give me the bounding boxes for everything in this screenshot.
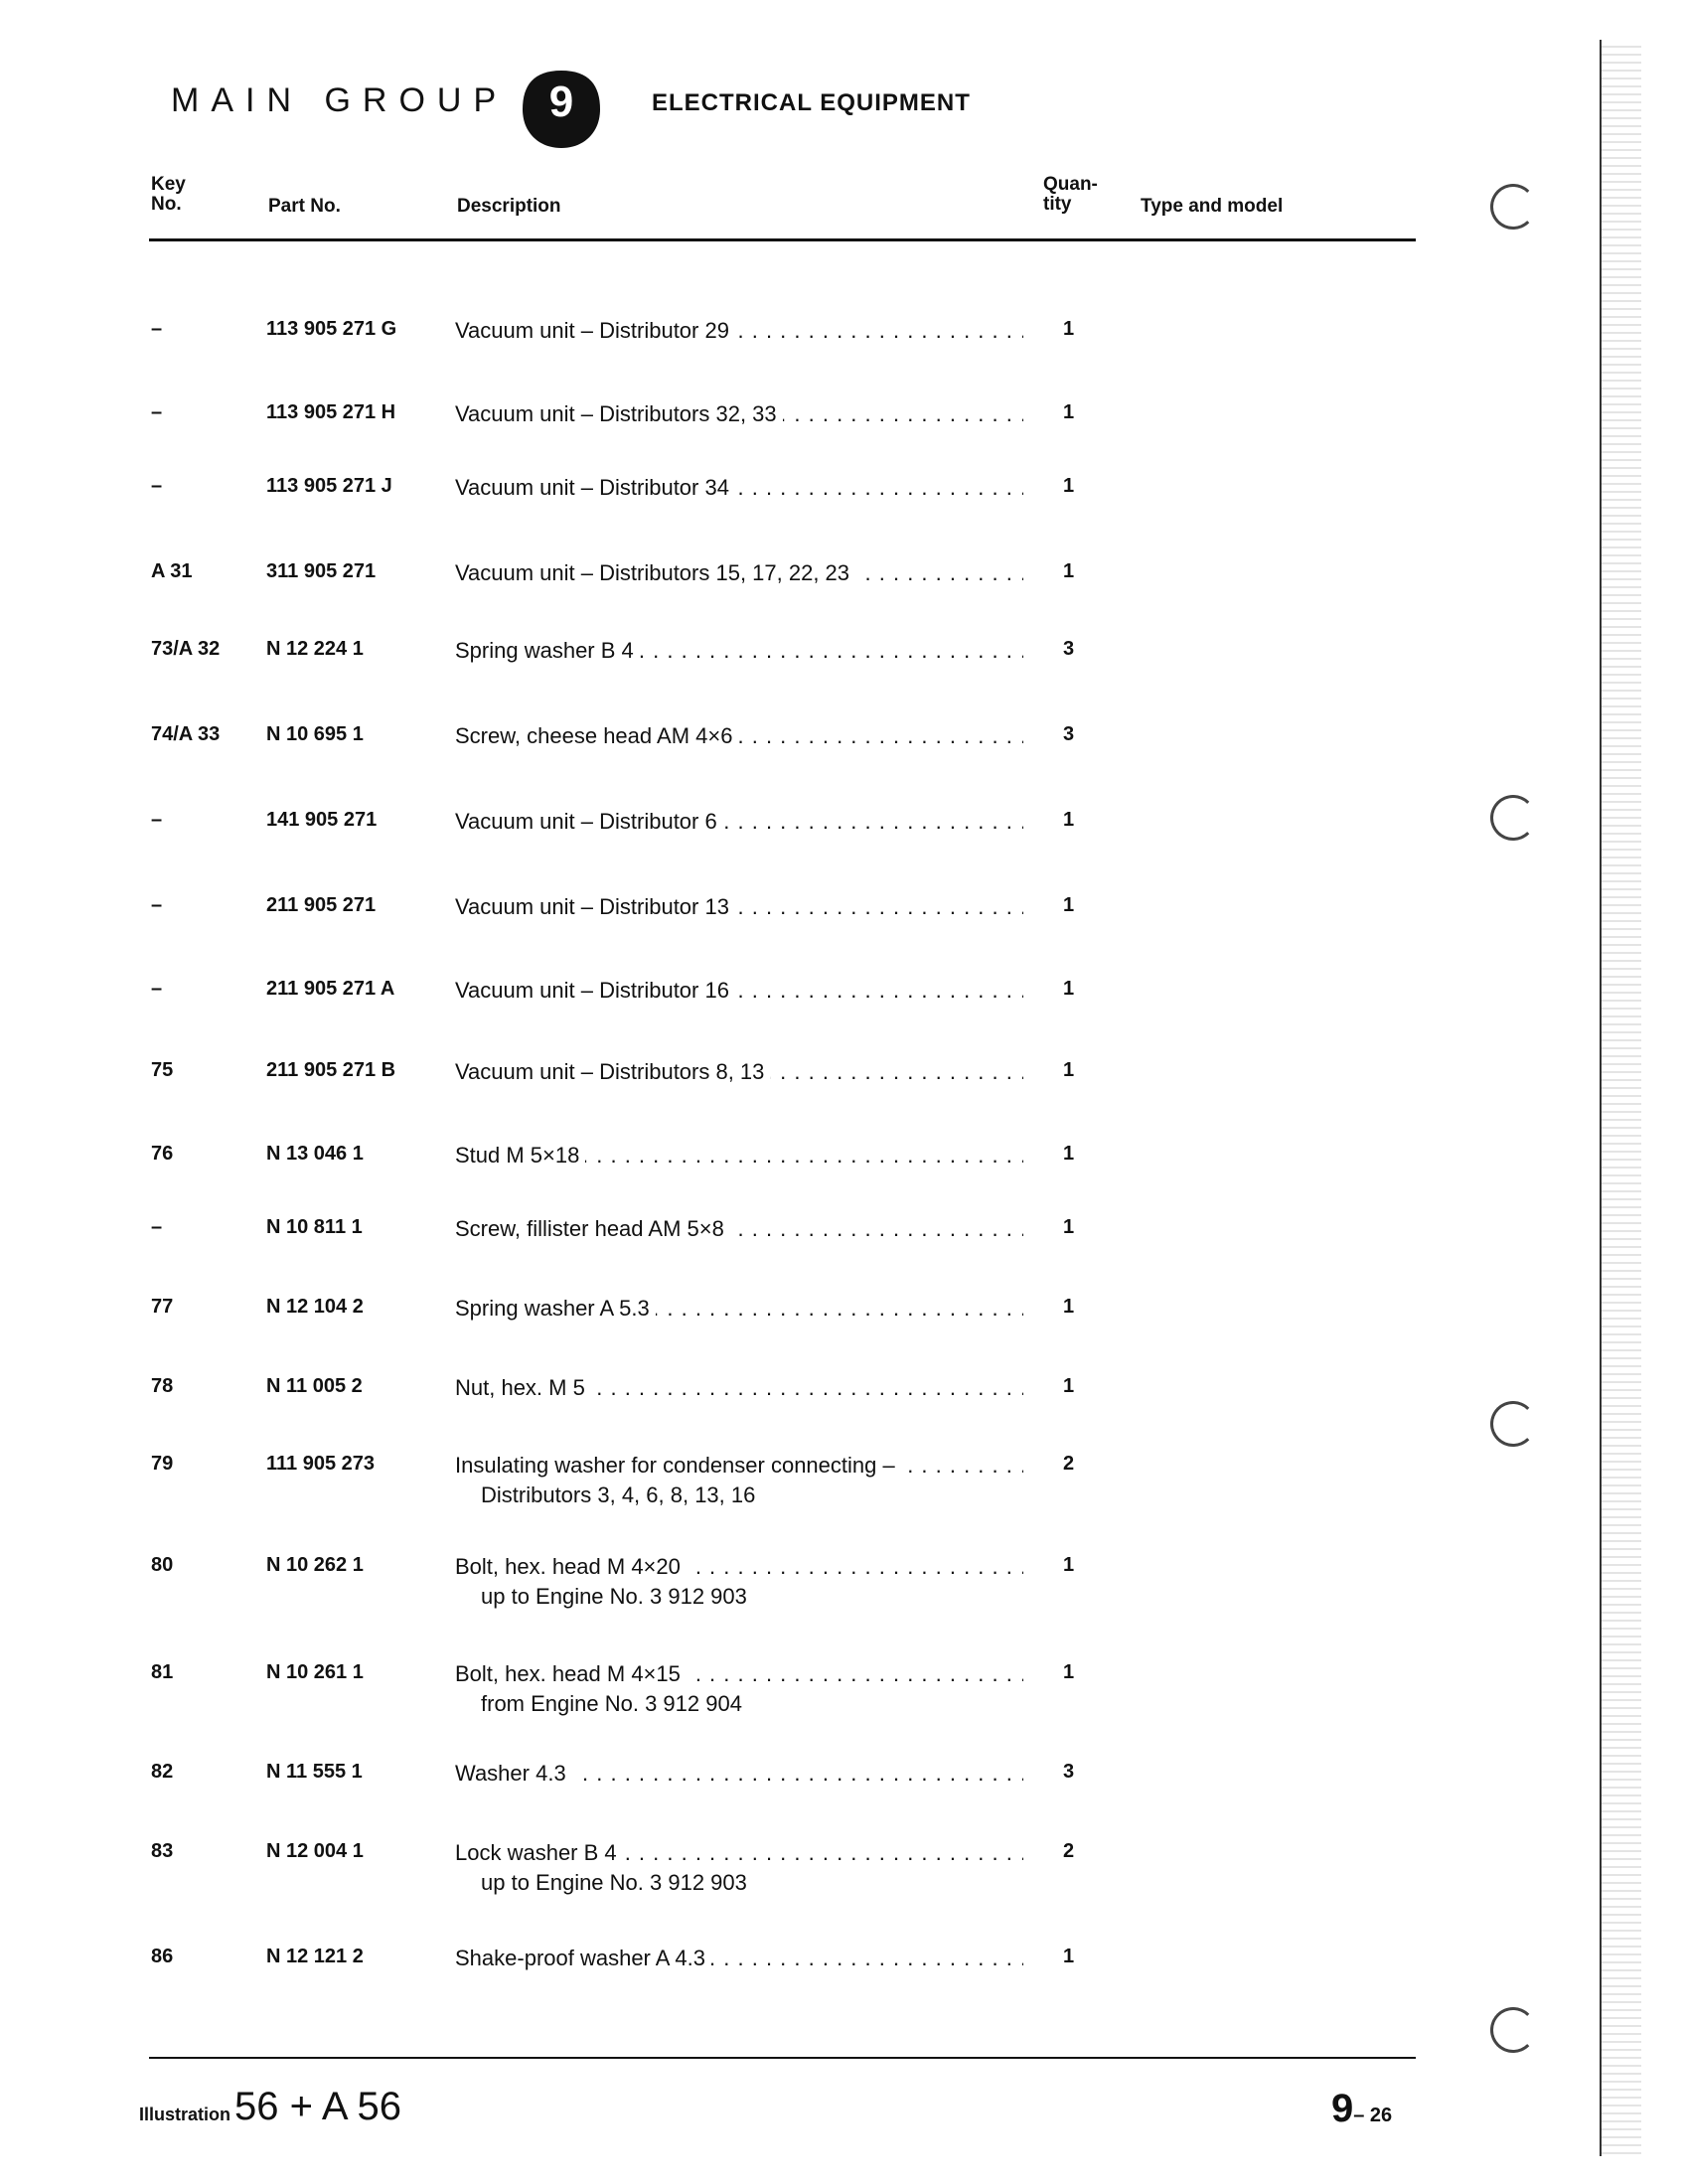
part-number: N 10 262 1 (266, 1554, 364, 1576)
description (455, 894, 1023, 920)
key-number: 80 (151, 1554, 174, 1576)
key-number: – (151, 401, 163, 423)
quantity: 3 (1063, 638, 1075, 660)
key-number: 81 (151, 1661, 174, 1683)
description (455, 475, 1023, 501)
description-text: Vacuum unit – Distributor 13 (455, 894, 735, 919)
part-number: 113 905 271 H (266, 401, 396, 423)
page-number (1331, 2087, 1392, 2131)
binder-edge (1600, 40, 1641, 2156)
key-number: 82 (151, 1761, 174, 1783)
description (455, 318, 1023, 344)
column-header-description: Description (457, 196, 561, 217)
table-row (0, 1661, 1411, 1731)
punch-hole-icon (1490, 1401, 1536, 1447)
part-number: 311 905 271 (266, 560, 377, 582)
table-row (0, 1840, 1411, 1910)
description (455, 1216, 1023, 1242)
table-row (0, 638, 1411, 707)
quantity: 1 (1063, 401, 1075, 423)
part-number: N 13 046 1 (266, 1143, 364, 1165)
table-row (0, 1375, 1411, 1445)
description (455, 1840, 1023, 1866)
part-number: 113 905 271 J (266, 475, 392, 497)
key-number: 78 (151, 1375, 174, 1397)
key-number: 77 (151, 1296, 174, 1318)
quantity: 1 (1063, 1296, 1075, 1318)
part-number: N 10 811 1 (266, 1216, 363, 1238)
quantity: 1 (1063, 1143, 1075, 1165)
part-number: N 11 555 1 (266, 1761, 363, 1783)
description-text: Lock washer B 4 (455, 1840, 623, 1865)
description (455, 1296, 1023, 1322)
description-text: Bolt, hex. head M 4×20 (455, 1554, 687, 1579)
key-number: – (151, 978, 163, 1000)
description-text: Vacuum unit – Distributor 16 (455, 978, 735, 1003)
punch-hole-icon (1490, 2007, 1536, 2053)
part-number: 111 905 273 (266, 1453, 376, 1475)
quantity: 1 (1063, 560, 1075, 582)
table-row (0, 1946, 1411, 2015)
key-number: – (151, 318, 163, 340)
quantity: 2 (1063, 1840, 1075, 1862)
table-row (0, 894, 1411, 964)
punch-hole-icon (1490, 795, 1536, 841)
key-number: A 31 (151, 560, 193, 582)
table-row (0, 1143, 1411, 1212)
page-number-main: 9 (1331, 2087, 1354, 2130)
quantity: 1 (1063, 894, 1075, 916)
page-number-sub: – 26 (1353, 2105, 1393, 2126)
description-text: Bolt, hex. head M 4×15 (455, 1661, 687, 1686)
quantity: 1 (1063, 1554, 1075, 1576)
part-number: N 12 224 1 (266, 638, 364, 660)
part-number: N 12 004 1 (266, 1840, 364, 1862)
description (455, 1453, 1023, 1479)
group-number-badge (520, 68, 603, 151)
quantity: 3 (1063, 723, 1075, 745)
description-text: Vacuum unit – Distributors 15, 17, 22, 23 (455, 560, 855, 585)
table-row (0, 1216, 1411, 1286)
description-text: Vacuum unit – Distributors 32, 33 (455, 401, 783, 426)
table-row (0, 401, 1411, 471)
quantity: 1 (1063, 475, 1075, 497)
part-number: N 12 104 2 (266, 1296, 364, 1318)
illustration-reference: 56 + A 56 (234, 2085, 401, 2128)
description-note: Distributors 3, 4, 6, 8, 13, 16 (481, 1482, 756, 1507)
description-text: Vacuum unit – Distributor 29 (455, 318, 735, 343)
column-header-quantity: Quan- tity (1043, 174, 1098, 215)
footer-rule (149, 2057, 1416, 2059)
table-row (0, 318, 1411, 388)
key-number: – (151, 809, 163, 831)
description (455, 1661, 1023, 1687)
illustration-label: Illustration (139, 2105, 231, 2124)
description (455, 1059, 1023, 1085)
table-row (0, 560, 1411, 630)
table-row (0, 978, 1411, 1047)
main-group-label: MAIN GROUP (171, 81, 509, 119)
table-row (0, 1059, 1411, 1129)
key-number: 73/A 32 (151, 638, 221, 660)
key-number: 76 (151, 1143, 174, 1165)
key-number: – (151, 475, 163, 497)
description (455, 638, 1023, 664)
part-number: 211 905 271 B (266, 1059, 396, 1081)
part-number: 113 905 271 G (266, 318, 397, 340)
description-text: Insulating washer for condenser connecting – (455, 1453, 901, 1478)
part-number: N 10 695 1 (266, 723, 364, 745)
description-note: up to Engine No. 3 912 903 (481, 1870, 747, 1895)
key-number: 86 (151, 1946, 174, 1967)
description-text: Shake-proof washer A 4.3 (455, 1946, 711, 1970)
description (455, 560, 1023, 586)
quantity: 1 (1063, 1059, 1075, 1081)
column-header-part-no: Part No. (268, 196, 341, 217)
section-title: ELECTRICAL EQUIPMENT (652, 89, 971, 116)
punch-hole-icon (1490, 184, 1536, 230)
table-row (0, 475, 1411, 545)
quantity: 1 (1063, 1946, 1075, 1967)
description (455, 1761, 1023, 1787)
part-number: N 11 005 2 (266, 1375, 363, 1397)
description-note: up to Engine No. 3 912 903 (481, 1584, 747, 1609)
key-number: 79 (151, 1453, 174, 1475)
description-text: Nut, hex. M 5 (455, 1375, 591, 1400)
table-row (0, 1761, 1411, 1830)
quantity: 2 (1063, 1453, 1075, 1475)
description (455, 809, 1023, 835)
description-text: Screw, cheese head AM 4×6 (455, 723, 738, 748)
part-number: N 10 261 1 (266, 1661, 364, 1683)
quantity: 1 (1063, 318, 1075, 340)
group-number: 9 (548, 78, 574, 126)
key-number: – (151, 1216, 163, 1238)
key-number: – (151, 894, 163, 916)
description-text: Spring washer A 5.3 (455, 1296, 656, 1321)
description-note: from Engine No. 3 912 904 (481, 1691, 742, 1716)
description-text: Vacuum unit – Distributors 8, 13 (455, 1059, 770, 1084)
table-row (0, 723, 1411, 793)
description-text: Screw, fillister head AM 5×8 (455, 1216, 730, 1241)
header-rule (149, 238, 1416, 241)
description-text: Washer 4.3 (455, 1761, 572, 1786)
table-row (0, 1453, 1411, 1522)
description-text: Spring washer B 4 (455, 638, 640, 663)
column-header-key-no: Key No. (151, 174, 186, 215)
description-text: Vacuum unit – Distributor 34 (455, 475, 735, 500)
part-number: N 12 121 2 (266, 1946, 364, 1967)
table-row (0, 809, 1411, 878)
table-row (0, 1554, 1411, 1624)
quantity: 1 (1063, 1375, 1075, 1397)
description (455, 1946, 1023, 1971)
quantity: 1 (1063, 1661, 1075, 1683)
key-number: 83 (151, 1840, 174, 1862)
quantity: 1 (1063, 1216, 1075, 1238)
key-number: 75 (151, 1059, 174, 1081)
key-number: 74/A 33 (151, 723, 221, 745)
description-text: Stud M 5×18 (455, 1143, 585, 1168)
description (455, 1554, 1023, 1580)
column-header-type-model: Type and model (1141, 196, 1284, 217)
quantity: 3 (1063, 1761, 1075, 1783)
description (455, 401, 1023, 427)
quantity: 1 (1063, 978, 1075, 1000)
description (455, 1375, 1023, 1401)
part-number: 211 905 271 (266, 894, 377, 916)
part-number: 141 905 271 (266, 809, 378, 831)
description (455, 978, 1023, 1004)
part-number: 211 905 271 A (266, 978, 395, 1000)
description-text: Vacuum unit – Distributor 6 (455, 809, 723, 834)
description (455, 723, 1023, 749)
description (455, 1143, 1023, 1169)
quantity: 1 (1063, 809, 1075, 831)
table-row (0, 1296, 1411, 1365)
